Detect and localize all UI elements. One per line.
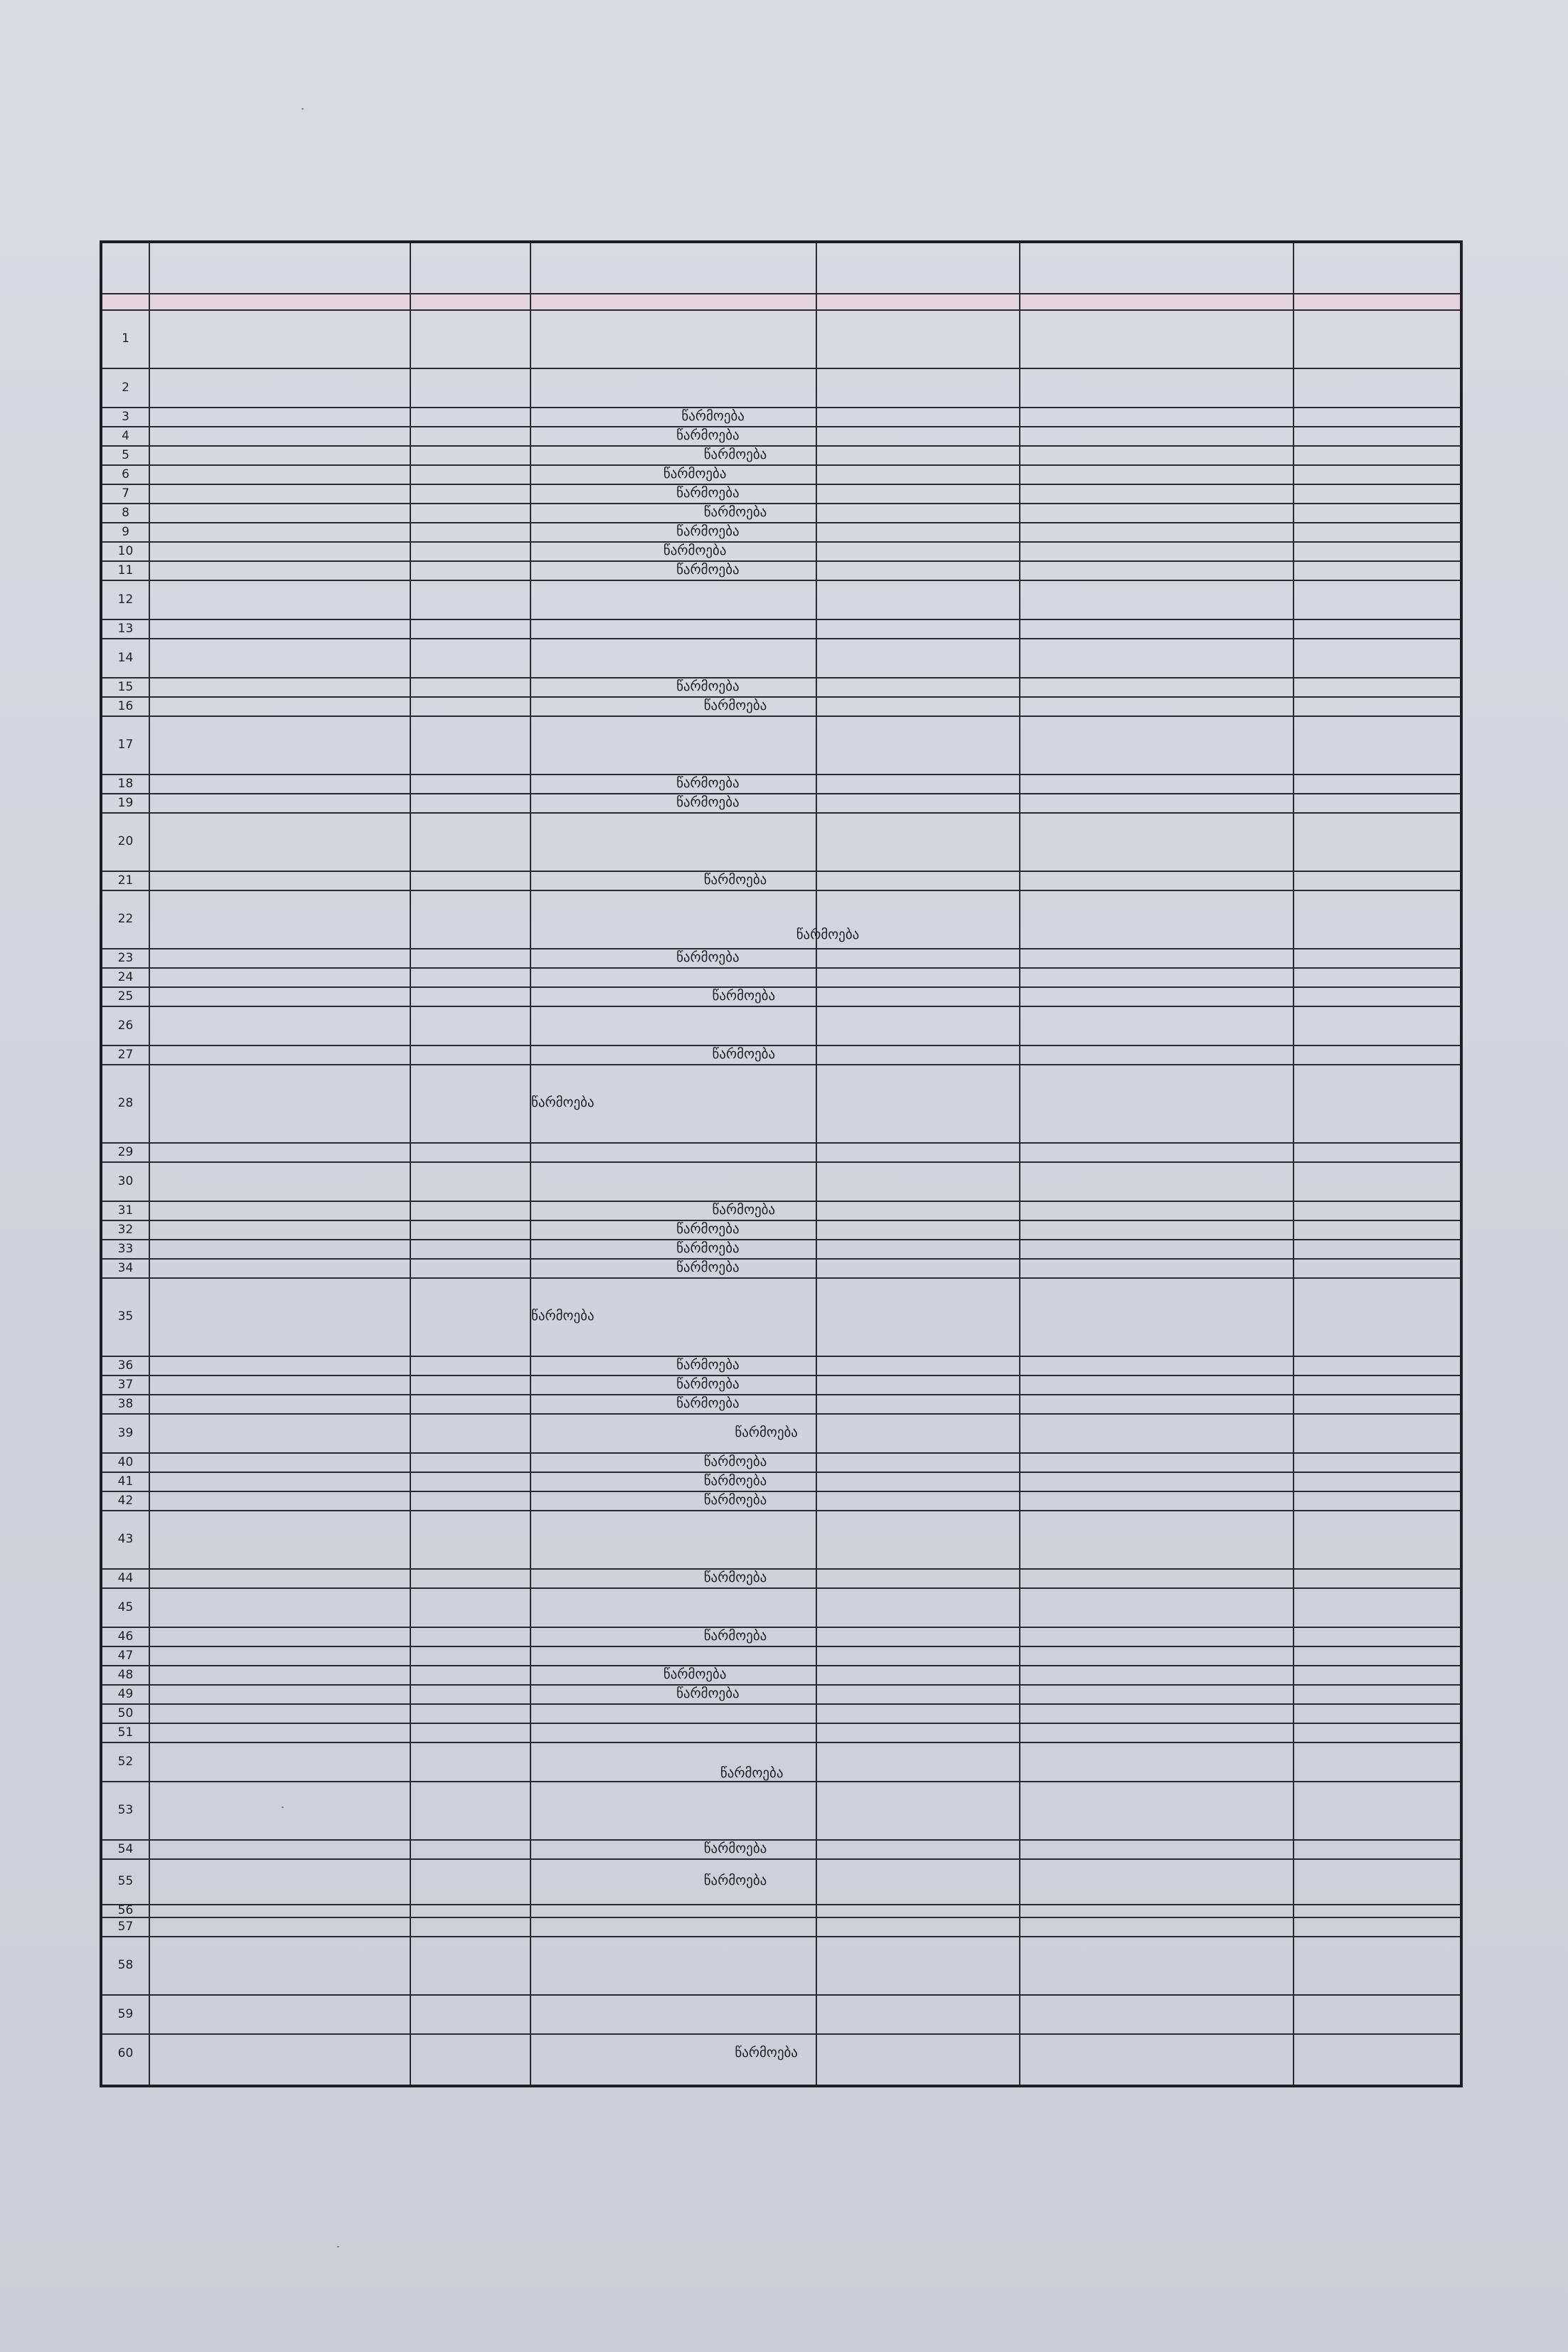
row-number: 48 [117, 1667, 134, 1682]
row-number: 29 [117, 1144, 134, 1159]
row-rule [102, 1220, 1460, 1221]
row-number: 13 [117, 621, 134, 636]
row-number: 58 [117, 1958, 134, 1972]
row-rule [102, 445, 1460, 447]
row-number: 2 [122, 380, 129, 395]
entry-text: წარმოება [703, 871, 767, 888]
row-rule [102, 1703, 1460, 1705]
entry-text: წარმოება [712, 987, 776, 1004]
row-rule [102, 1356, 1460, 1357]
row-rule [102, 1587, 1460, 1589]
column-rule [1293, 243, 1294, 2085]
row-number: 12 [117, 592, 134, 607]
row-number: 28 [117, 1096, 134, 1110]
entry-text: წარმოება [676, 1356, 740, 1373]
entry-text: წარმოება [703, 697, 767, 713]
row-rule [102, 426, 1460, 427]
row-rule [102, 696, 1460, 698]
entry-text: წარმოება [531, 1308, 594, 1324]
entry-text: წარმოება [796, 927, 860, 942]
row-number: 47 [117, 1648, 134, 1663]
header-band [102, 293, 1460, 309]
row-rule [102, 1917, 1460, 1918]
row-rule [102, 503, 1460, 504]
row-number: 24 [117, 969, 134, 984]
row-number: 57 [117, 1919, 134, 1934]
entry-text: წარმოება [703, 1569, 767, 1585]
row-rule [102, 871, 1460, 872]
row-number: 45 [117, 1600, 134, 1614]
row-rule [102, 948, 1460, 949]
row-rule [102, 1510, 1460, 1511]
row-rule [102, 890, 1460, 891]
row-rule [102, 1627, 1460, 1628]
row-number: 35 [117, 1309, 134, 1324]
entry-text: წარმოება [676, 775, 740, 791]
row-number: 51 [117, 1725, 134, 1740]
row-rule [102, 715, 1460, 717]
row-number: 55 [117, 1874, 134, 1888]
row-rule [102, 1742, 1460, 1743]
row-number: 39 [117, 1425, 134, 1440]
row-number: 25 [117, 989, 134, 1004]
row-rule [102, 1006, 1460, 1007]
row-number: 36 [117, 1358, 134, 1373]
row-number: 43 [117, 1532, 134, 1546]
entry-text: წარმოება [531, 1095, 594, 1110]
row-number: 14 [117, 650, 134, 665]
entry-text: წარმოება [735, 1424, 798, 1440]
row-number: 52 [117, 1754, 134, 1769]
row-number: 32 [117, 1222, 134, 1237]
row-rule [102, 1142, 1460, 1144]
row-number: 60 [117, 2045, 134, 2060]
row-rule [102, 1064, 1460, 1065]
row-number: 20 [117, 834, 134, 848]
row-number: 33 [117, 1241, 134, 1256]
row-rule [102, 2033, 1460, 2035]
row-rule [102, 541, 1460, 543]
entry-text: წარმოება [676, 678, 740, 694]
row-number: 37 [117, 1377, 134, 1392]
entry-text: წარმოება [703, 446, 767, 462]
row-rule [102, 1472, 1460, 1473]
row-rule [102, 1781, 1460, 1782]
column-rule [530, 243, 531, 2085]
row-number: 49 [117, 1686, 134, 1701]
row-rule [102, 293, 1460, 294]
row-rule [102, 309, 1460, 311]
row-rule [102, 1839, 1460, 1841]
row-rule [102, 774, 1460, 775]
entry-text: წარმოება [720, 1765, 784, 1781]
entry-text: წარმოება [676, 1375, 740, 1392]
row-rule [102, 580, 1460, 581]
entry-text: წარმოება [676, 794, 740, 810]
row-rule [102, 1723, 1460, 1724]
entry-text: წარმოება [663, 1666, 727, 1682]
row-rule [102, 1375, 1460, 1376]
row-rule [102, 1904, 1460, 1905]
row-number: 31 [117, 1203, 134, 1218]
row-number: 21 [117, 873, 134, 888]
entry-text: წარმოება [703, 1873, 767, 1888]
row-number: 54 [117, 1841, 134, 1856]
row-number: 5 [122, 447, 129, 462]
row-number: 27 [117, 1047, 134, 1062]
row-number: 9 [122, 524, 129, 539]
row-rule [102, 638, 1460, 639]
entry-text: წარმოება [663, 542, 727, 558]
row-rule [102, 1452, 1460, 1454]
row-number: 22 [117, 912, 134, 926]
column-rule [149, 243, 150, 2085]
row-number: 56 [117, 1903, 134, 1917]
row-number: 30 [117, 1174, 134, 1188]
entry-text: წარმოება [676, 561, 740, 578]
row-number: 59 [117, 2006, 134, 2021]
entry-text: წარმოება [703, 1627, 767, 1644]
row-number: 4 [122, 428, 129, 443]
column-rule [1019, 243, 1020, 2085]
entry-text: წარმოება [676, 427, 740, 443]
row-rule [102, 407, 1460, 408]
entry-text: წარმოება [703, 504, 767, 520]
row-number: 6 [122, 467, 129, 481]
row-number: 10 [117, 543, 134, 558]
register-table [100, 240, 1463, 2087]
row-rule [102, 677, 1460, 679]
entry-text: წარმოება [676, 484, 740, 501]
row-number: 26 [117, 1018, 134, 1033]
row-number: 11 [117, 563, 134, 578]
row-number: 7 [122, 486, 129, 501]
row-rule [102, 1201, 1460, 1202]
row-number: 46 [117, 1629, 134, 1644]
row-rule [102, 1684, 1460, 1686]
row-rule [102, 1045, 1460, 1046]
entry-text: წარმოება [712, 1201, 776, 1218]
row-number: 42 [117, 1493, 134, 1508]
row-rule [102, 619, 1460, 620]
row-rule [102, 793, 1460, 794]
row-rule [102, 986, 1460, 988]
row-rule [102, 1491, 1460, 1492]
row-number: 23 [117, 950, 134, 965]
row-rule [102, 1161, 1460, 1163]
row-rule [102, 1936, 1460, 1937]
row-number: 44 [117, 1570, 134, 1585]
row-rule [102, 1646, 1460, 1647]
row-number: 15 [117, 679, 134, 694]
entry-text: წარმოება [676, 1240, 740, 1256]
column-rule [816, 243, 817, 2085]
entry-text: წარმოება [712, 1045, 776, 1062]
entry-text: წარმოება [676, 1220, 740, 1237]
row-number: 34 [117, 1260, 134, 1275]
entry-text: წარმოება [703, 1840, 767, 1856]
entry-text: წარმოება [663, 465, 727, 481]
paper-speck [302, 108, 304, 110]
row-rule [102, 1277, 1460, 1279]
row-rule [102, 1568, 1460, 1570]
entry-text: წარმოება [681, 408, 745, 424]
entry-text: წარმოება [735, 2044, 798, 2060]
row-rule [102, 484, 1460, 485]
entry-text: წარმოება [676, 1259, 740, 1275]
row-number: 16 [117, 698, 134, 713]
row-rule [102, 1665, 1460, 1666]
entry-text: წარმოება [676, 523, 740, 539]
row-rule [102, 1994, 1460, 1996]
row-number: 18 [117, 776, 134, 791]
entry-text: წარმოება [703, 1472, 767, 1489]
entry-text: წარმოება [703, 1453, 767, 1469]
row-rule [102, 522, 1460, 523]
row-rule [102, 1394, 1460, 1395]
row-number: 19 [117, 795, 134, 810]
row-rule [102, 464, 1460, 466]
row-number: 53 [117, 1803, 134, 1817]
row-number: 38 [117, 1396, 134, 1411]
row-rule [102, 1413, 1460, 1415]
row-rule [102, 967, 1460, 969]
paper-speck [337, 2246, 339, 2247]
row-rule [102, 812, 1460, 814]
row-number: 17 [117, 738, 134, 752]
column-rule [410, 243, 411, 2085]
row-number: 8 [122, 505, 129, 520]
entry-text: წარმოება [676, 1395, 740, 1411]
row-number: 40 [117, 1454, 134, 1469]
row-rule [102, 368, 1460, 369]
row-rule [102, 1258, 1460, 1260]
row-rule [102, 1239, 1460, 1240]
row-number: 50 [117, 1706, 134, 1720]
entry-text: წარმოება [703, 1491, 767, 1508]
row-number: 1 [122, 331, 129, 346]
row-rule [102, 560, 1460, 562]
paper-speck [282, 1806, 284, 1808]
entry-text: წარმოება [676, 949, 740, 965]
row-number: 3 [122, 409, 129, 424]
row-number: 41 [117, 1474, 134, 1489]
entry-text: წარმოება [676, 1685, 740, 1701]
row-rule [102, 1858, 1460, 1860]
